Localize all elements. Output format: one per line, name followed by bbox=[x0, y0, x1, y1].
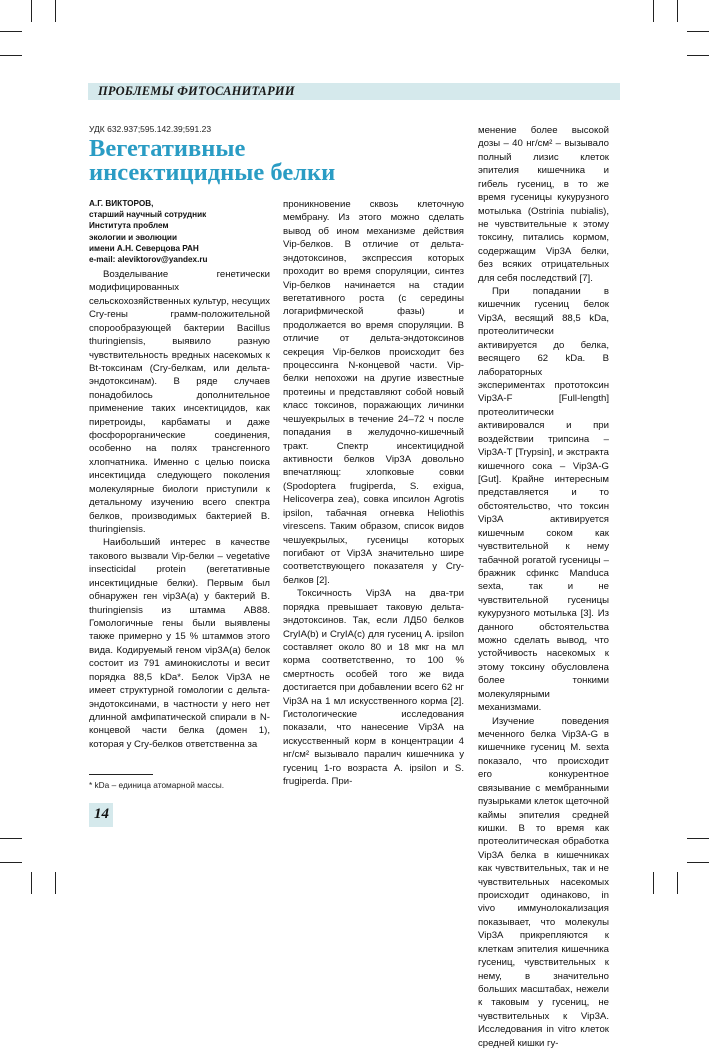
text-column-1 bbox=[89, 268, 270, 751]
paragraph: проникновение сквозь клеточную мембрану. Из этого можно сделать вывод об ином механизме действия Vip-белков. В отличие от дельта-эндотоксинов, экспрессия которых проходит во время споруляции, синтез Vip-белков начинается на стадии вегетативного роста (с середины логарифмической фазы) и продолжается во время споруляции. В отличие от дельта-эндотоксинов секреция Vip-белков происходит без процессинга N-концевой части. Vip-белки непохожи на другие известные протеины и представляют собой новый класс токсинов, поражающих личинки чешуекрылых в течение 24–72 ч после попадания в желудочно-кишечный тракт. Спектр инсектицидной активности белков Vip3A довольно впечатляющ: хлопковые совки (Spodoptera frugiperda, S. exigua, Helicoverpa zea), совка ипсилон Agrotis ipsilon, табачная огневка Heliothis virescens. Таким образом, список видов чешуекрылых, гусеницы которых погибают от Vip3A значительно шире соответствующего показателя у Cry-белков [2]. bbox=[283, 199, 464, 586]
footnote: * kDa – единица атомарной массы. bbox=[89, 780, 225, 790]
section-header bbox=[88, 83, 620, 100]
crop-mark bbox=[0, 31, 22, 32]
paragraph: Наибольший интерес в качестве такового вызвали Vip-белки – vegetative insecticidal protein (вегетативные инсектицидные белки). Первым был обнаружен ген vip3A(a) у бактерий B. thuringiensis из штамма AB88. Гомологичные гены были выявлены также примерно у 15 % штаммов этого вида. Кодируемый геном vip3A(a) белок состоит из 791 аминокислоты и весит порядка 88,5 kDa*. Белок Vip3A не имеет структурной гомологии с дельта-эндотоксинами, в частности у него нет длинной амфипатической спирали в N-концевой части белка (домен 1), которая у Cry-белков ответственна за bbox=[89, 537, 270, 750]
paragraph: менение более высокой дозы – 40 нг/см² – вызывало полный лизис клеток эпителия кишечника и гибель гусениц, в то же время гусеницы кукурузного мотылька (Ostrinia nubialis), не чувствительные к этому токсину, питались кормом, содержащим Vip3A белки, без всяких отрицательных для себя последствий [7]. bbox=[478, 125, 609, 284]
author-org: Института проблем bbox=[89, 221, 169, 231]
crop-mark bbox=[677, 0, 678, 22]
author-block bbox=[89, 198, 269, 265]
text-column-3 bbox=[478, 124, 609, 1050]
crop-mark bbox=[31, 0, 32, 22]
paragraph: Токсичность Vip3A на два-три порядка превышает таковую дельта-эндотоксинов. Так, если ЛД50 белков CryIA(b) и CryIA(c) для гусениц A. ipsilon составляет около 80 и 18 мкг на мл корма соответственно, то 100 % смертность особей того же вида достигается при добавлении всего 62 нг Vip3A на 1 мл искусственного корма [2]. Гистологические исследования показали, что нанесение Vip3A на искусственный корм в концентрации 4 нг/см² вызывало паралич кишечника у гусениц 1-го возраста A. ipsilon и S. frugiperda. При- bbox=[283, 588, 464, 788]
crop-mark bbox=[31, 872, 32, 894]
crop-mark bbox=[0, 55, 22, 56]
author-position: старший научный сотрудник bbox=[89, 210, 207, 220]
paragraph: При попадании в кишечник гусениц белок Vip3A, весящий 88,5 kDa, протеолитически активируется до белка, весящего 62 kDa. В лабораторных экспериментах прототоксин Vip3A-F [Full-length] протеолитически активировался и при воздействии трипсина – Vip3A-T [Trypsin], и экстракта кишечного сока – Vip3A-G [Gut]. Крайне интересным представляется и то обстоятельство, что токсин Vip3A активируется кишечным соком как чувствительной к нему табачной рогатой гусеницы – бражник сфинкс Manduca sexta, так и не чувствительной гусеницы кукурузного мотылька [3]. Из данного обстоятельства можно сделать вывод, что устойчивость насекомых к этому токсину обусловлена более тонкими молекулярными механизмами. bbox=[478, 286, 609, 714]
title-line: Вегетативные bbox=[89, 135, 246, 162]
text-column-2 bbox=[283, 198, 464, 789]
udk-code: УДК 632.937;595.142.39;591.23 bbox=[89, 124, 212, 134]
crop-mark bbox=[677, 872, 678, 894]
crop-mark bbox=[653, 872, 654, 894]
title-line: инсектицидные белки bbox=[89, 159, 336, 186]
crop-mark bbox=[687, 838, 709, 839]
article-title bbox=[89, 137, 335, 185]
section-title: ПРОБЛЕМЫ ФИТОСАНИТАРИИ bbox=[98, 84, 295, 98]
crop-mark bbox=[687, 31, 709, 32]
crop-mark bbox=[0, 838, 22, 839]
crop-mark bbox=[0, 862, 22, 863]
author-email: e-mail: aleviktorov@yandex.ru bbox=[89, 255, 208, 265]
author-name: А.Г. ВИКТОРОВ, bbox=[89, 199, 154, 208]
page-number: 14 bbox=[94, 806, 109, 822]
paragraph: Возделывание генетически модифицированных сельскохозяйственных культур, несущих Cry-гены грамм-положительной спорообразующей бактерии Bacillus thuringiensis, выявило разную чувствительность вредных насекомых к Bt-токсинам (Cry-белкам, или дельта-эндотоксинам). В ряде случаев понадобилось дополнительное применение таких инсектицидов, как пиретроиды, карбаматы и даже фосфорорганические соединения, особенно на полях трансгенного хлопчатника. Именно с целью поиска инсектицида следующего поколения молекулярные биологи приступили к детальному изучению всего спектра белков, производимых бактерией B. thuringiensis. bbox=[89, 269, 270, 536]
author-org: экологии и эволюции bbox=[89, 232, 177, 242]
paragraph: Изучение поведения меченного белка Vip3A-G в кишечнике гусениц M. sexta показало, что происходит его конкурентное связывание с мембранными пузырьками клеток щеточной каймы эпителия средней кишки. В то время как протеолитическая обработка Vip3A белка в кишечниках как чувствительных, так и не чувствительных насекомых происходит одинаково, in vivo иммунолокализация показывает, что молекулы Vip3A прикрепляются к клеткам эпителия кишечника гусениц, чувствительных к нему, в значительно больших масштабах, нежели к таковым у гусениц, не чувствительных к Vip3A. Исследования in vitro клеток средней кишки гу- bbox=[478, 715, 609, 1049]
crop-mark bbox=[687, 55, 709, 56]
crop-mark bbox=[653, 0, 654, 22]
crop-mark bbox=[55, 872, 56, 894]
author-org: имени А.Н. Северцова РАН bbox=[89, 243, 199, 253]
footnote-rule bbox=[89, 774, 153, 775]
crop-mark bbox=[687, 862, 709, 863]
page-number-box bbox=[89, 803, 113, 827]
crop-mark bbox=[55, 0, 56, 22]
